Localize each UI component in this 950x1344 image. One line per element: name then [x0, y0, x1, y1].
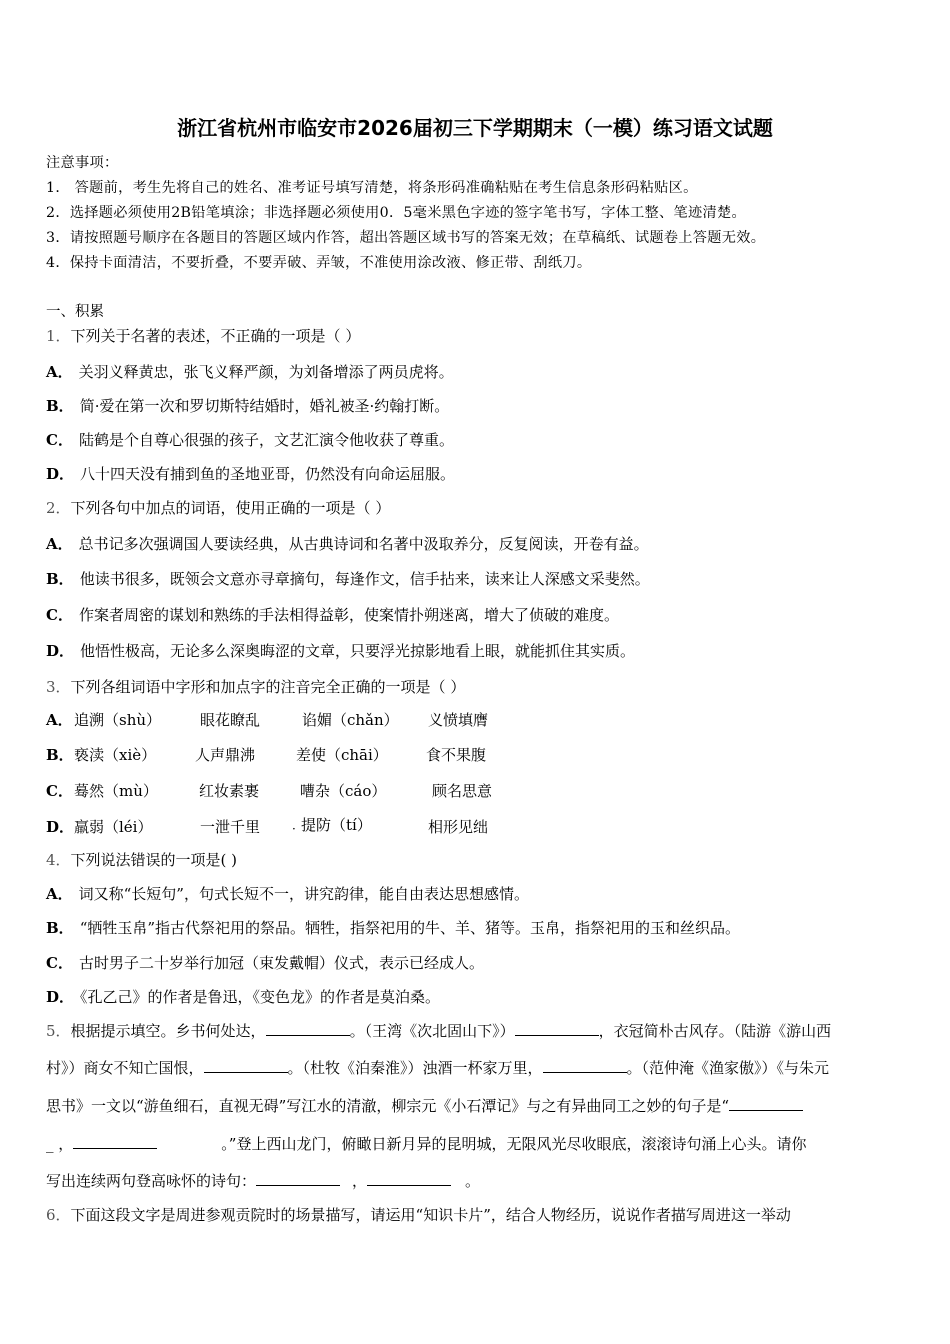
question-stem: 下列各组词语中字形和加点字的注音完全正确的一项是（ ）: [70, 678, 466, 696]
q3-cell: 谄媚（chǎn）: [302, 711, 399, 729]
q5-text: ，衣冠简朴古风存。（陆游《游山西: [598, 1022, 832, 1040]
q3-cell: 亵渎（xiè）: [74, 746, 157, 764]
option-text: 总书记多次强调国人要读经典，从古典诗词和名著中汲取养分，反复阅读，开卷有益。: [78, 535, 649, 553]
q1-option-c: [46, 430, 454, 450]
option-label: B．: [46, 919, 74, 937]
q4-option-c: [46, 953, 484, 973]
option-text: 作案者周密的谋划和熟练的手法相得益彰，使案情扑朔迷离，增大了侦破的难度。: [78, 606, 619, 624]
q5-text: 写出连续两句登高咏怀的诗句：: [46, 1172, 257, 1190]
q5-text: 村》）商女不知亡国恨，: [46, 1059, 204, 1077]
option-label: C．: [46, 954, 73, 972]
q5-text: ，: [352, 1172, 368, 1190]
answer-blank[interactable]: [729, 1096, 803, 1111]
q3-cell: 红妆素裹: [199, 782, 260, 800]
answer-blank[interactable]: [515, 1021, 599, 1036]
q4-option-d: [46, 987, 440, 1007]
question-1: [46, 326, 360, 346]
question-stem: 下列关于名著的表述，不正确的一项是（ ）: [70, 327, 361, 345]
q5-text: 。（王湾《次北固山下》）: [349, 1022, 515, 1040]
option-label: D．: [46, 988, 75, 1006]
option-label: D．: [46, 465, 75, 483]
notice-item-4: 4．保持卡面清洁，不要折叠，不要弄破、弄皱，不准使用涂改液、修正带、刮纸刀。: [46, 255, 592, 271]
option-text: 八十四天没有捕到鱼的圣地亚哥，仍然没有向命运屈服。: [80, 465, 456, 483]
question-stem: 下面这段文字是周进参观贡院时的场景描写，请运用“知识卡片”，结合人物经历，说说作者描写周进这一举动: [70, 1206, 791, 1224]
q1-option-b: [46, 396, 449, 416]
option-text: 简·爱在第一次和罗切斯特结婚时，婚礼被圣·约翰打断。: [79, 397, 450, 415]
question-number: 5．: [46, 1022, 71, 1040]
q3-cell: 义愤填膺: [428, 711, 489, 729]
question-5-line-1: [46, 1021, 831, 1041]
q3-cell: 羸弱（léi）: [74, 818, 153, 836]
q1-option-a: [46, 362, 454, 382]
answer-blank[interactable]: [204, 1058, 288, 1073]
option-label: D．: [46, 818, 75, 836]
option-label: C．: [46, 782, 73, 800]
page-title: 浙江省杭州市临安市2026届初三下学期期末（一模）练习语文试题: [177, 116, 773, 140]
option-label: A．: [46, 885, 73, 903]
option-text: 古时男子二十岁举行加冠（束发戴帽）仪式，表示已经成人。: [78, 954, 484, 972]
q5-text: 。（杜牧《泊秦淮》）浊酒一杯家万里，: [287, 1059, 543, 1077]
option-label: A．: [46, 535, 73, 553]
question-6: [46, 1205, 791, 1225]
q2-option-d: [46, 641, 635, 661]
option-text: 《孔乙己》的作者是鲁迅，《变色龙》的作者是莫泊桑。: [80, 988, 441, 1006]
q3-cell: 一泄千里: [200, 818, 261, 836]
option-label: C．: [46, 431, 73, 449]
option-text: 他读书很多，既领会文意亦寻章摘句，每逢作文，信手拈来，读来让人深感文采斐然。: [79, 570, 650, 588]
option-text: 关羽义释黄忠，张飞义释严颜，为刘备增添了两员虎将。: [78, 363, 454, 381]
notice-heading: 注意事项：: [46, 155, 119, 171]
q2-option-a: [46, 534, 649, 554]
q5-text: 。（范仲淹《渔家傲》）《与朱元: [626, 1059, 830, 1077]
q3-cell: 眼花瞭乱: [200, 711, 261, 729]
question-2: [46, 498, 390, 518]
option-label: A．: [46, 363, 73, 381]
q3-cell: 差使（chāi）: [296, 746, 388, 764]
q3-cell: 相形见绌: [428, 818, 489, 836]
question-4: [46, 850, 237, 870]
question-number: 6．: [46, 1206, 71, 1224]
answer-blank[interactable]: [543, 1058, 627, 1073]
option-label: B．: [46, 746, 74, 764]
option-label: B．: [46, 570, 74, 588]
q4-option-a: [46, 884, 529, 904]
option-label: B．: [46, 397, 74, 415]
q5-text: _ ，: [46, 1135, 74, 1153]
question-5-line-4: [46, 1134, 806, 1154]
q3-cell: 蓦然（mù）: [74, 782, 158, 800]
question-3: [46, 677, 465, 697]
q3-cell: 顾名思意: [432, 782, 493, 800]
question-number: 2．: [46, 499, 71, 517]
q5-text: 。: [465, 1172, 481, 1190]
answer-blank[interactable]: [266, 1021, 350, 1036]
q3-cell: 人声鼎沸: [195, 746, 256, 764]
q3-cell: 食不果腹: [426, 746, 487, 764]
question-5-line-5: [46, 1171, 480, 1191]
option-text: “牺牲玉帛”指古代祭祀用的祭品。牺牲，指祭祀用的牛、羊、猪等。玉帛，指祭祀用的玉和丝织品。: [79, 919, 741, 937]
question-number: 1．: [46, 327, 71, 345]
question-stem: 下列说法错误的一项是( ): [70, 851, 238, 869]
answer-blank[interactable]: [367, 1171, 451, 1186]
option-label: D．: [46, 642, 75, 660]
section-heading: 一、积累: [46, 304, 104, 320]
q1-option-d: [46, 464, 455, 484]
option-text: 陆鹤是个自尊心很强的孩子，文艺汇演令他收获了尊重。: [78, 431, 454, 449]
question-number: 3．: [46, 678, 71, 696]
emphasis-dot: ·: [292, 822, 296, 836]
question-number: 4．: [46, 851, 71, 869]
notice-item-2: 2．选择题必须使用2B铅笔填涂；非选择题必须使用0．5毫米黑色字迹的签字笔书写，字体工整、笔迹清楚。: [46, 205, 746, 221]
answer-blank[interactable]: [73, 1134, 157, 1149]
option-text: 他悟性极高，无论多么深奥晦涩的文章，只要浮光掠影地看上眼，就能抓住其实质。: [80, 642, 636, 660]
q3-cell: 提防（tí）: [301, 816, 372, 834]
answer-blank[interactable]: [256, 1171, 340, 1186]
q3-cell: 嘈杂（cáo）: [300, 782, 387, 800]
q5-text: 根据提示填空。乡书何处达，: [70, 1022, 266, 1040]
q3-cell: 追溯（shù）: [74, 711, 162, 729]
q5-text: 思书》一文以“游鱼细石，直视无碍”写江水的清澈，柳宗元《小石潭记》与之有异曲同工之妙的句子是“: [46, 1097, 730, 1115]
q2-option-c: [46, 605, 619, 625]
option-label: A．: [46, 711, 73, 729]
question-stem: 下列各句中加点的词语，使用正确的一项是（ ）: [70, 499, 391, 517]
q2-option-b: [46, 569, 650, 589]
notice-item-1: 1． 答题前，考生先将自己的姓名、准考证号填写清楚，将条形码准确粘贴在考生信息条形码粘贴区。: [46, 180, 698, 196]
question-5-line-3: [46, 1096, 803, 1116]
notice-item-3: 3．请按照题号顺序在各题目的答题区域内作答，超出答题区域书写的答案无效；在草稿纸、试题卷上答题无效。: [46, 230, 766, 246]
q5-text: 。”登上西山龙门，俯瞰日新月异的昆明城，无限风光尽收眼底，滚滚诗句涌上心头。请你: [221, 1135, 807, 1153]
option-label: C．: [46, 606, 73, 624]
q4-option-b: [46, 918, 740, 938]
option-text: 词又称“长短句”，句式长短不一，讲究韵律，能自由表达思想感情。: [78, 885, 529, 903]
question-5-line-2: [46, 1058, 829, 1078]
